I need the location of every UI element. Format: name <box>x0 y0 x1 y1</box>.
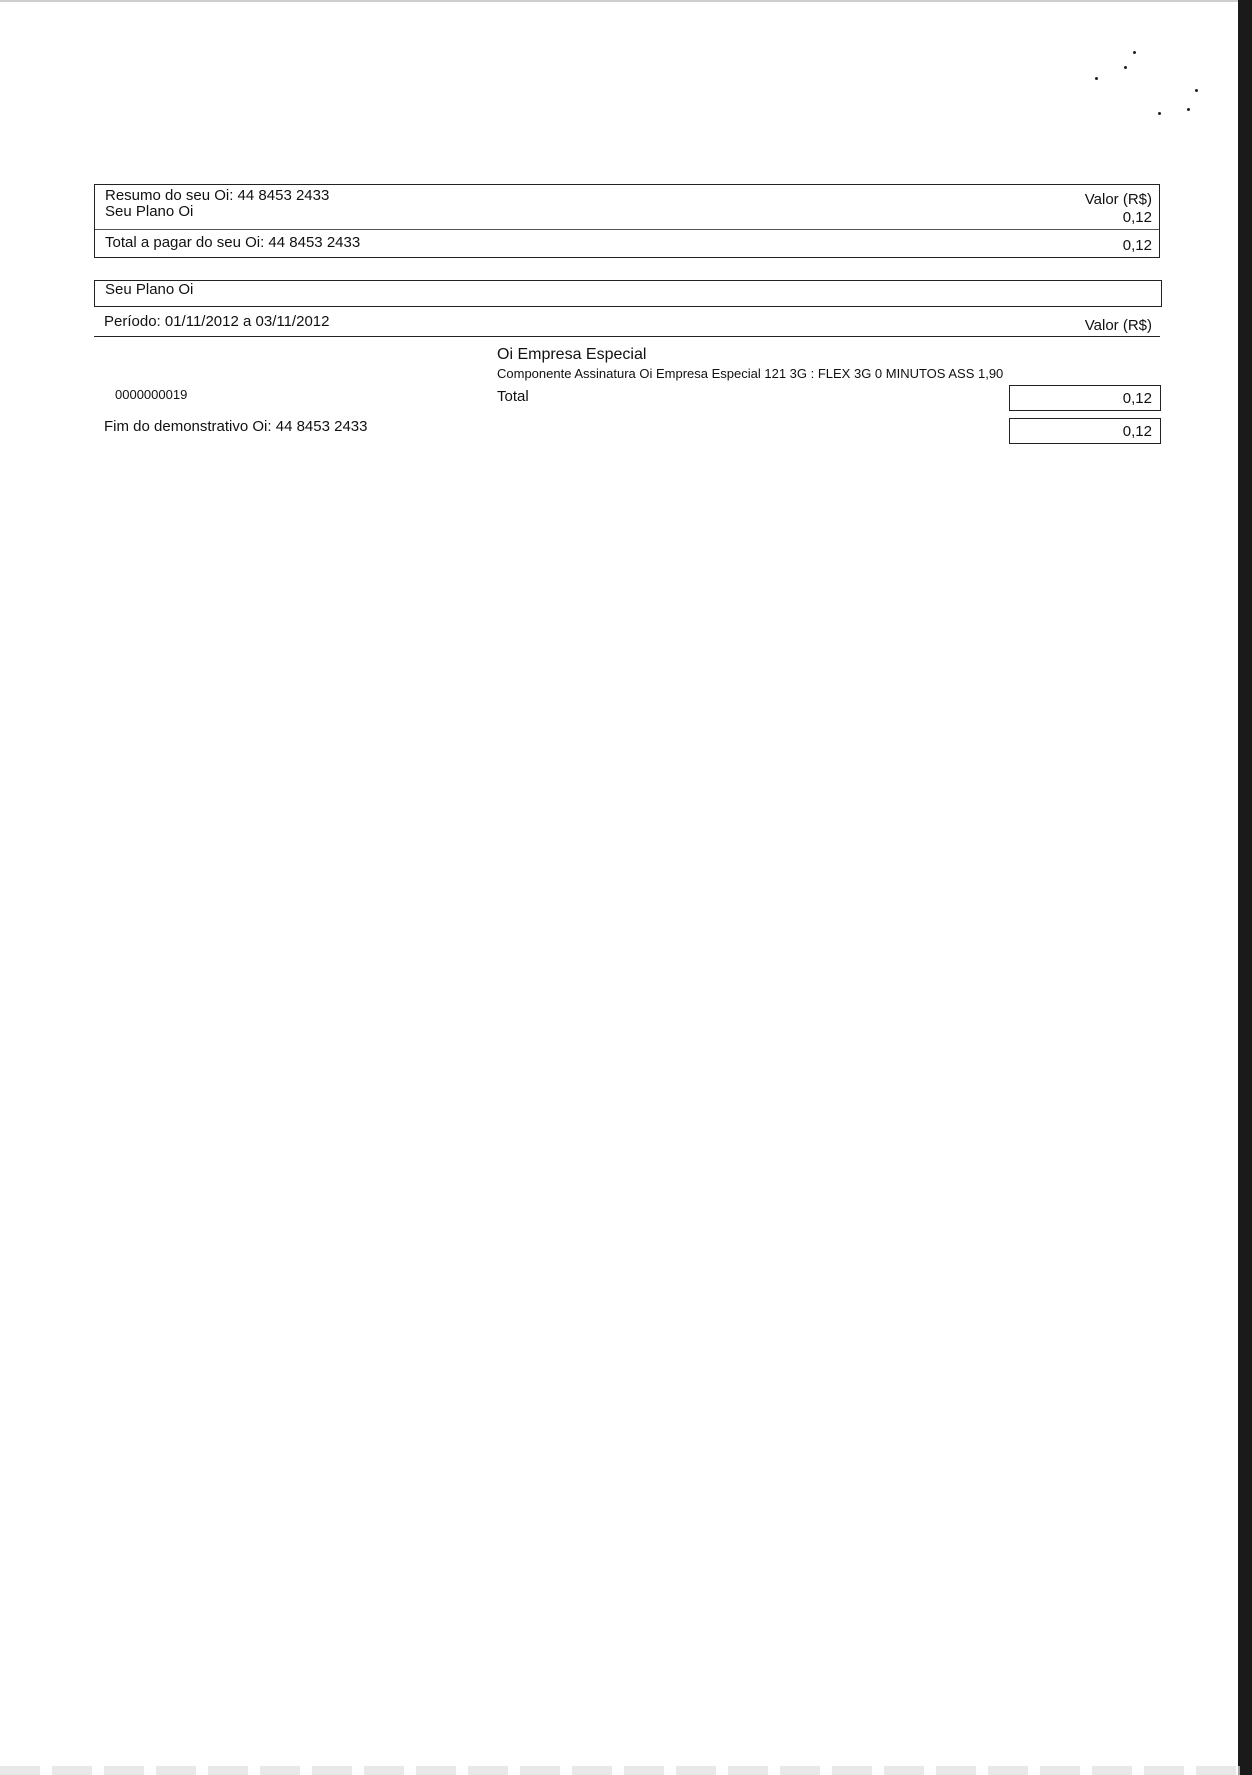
plan-period: Período: 01/11/2012 a 03/11/2012 <box>104 313 330 330</box>
scan-speck <box>1133 51 1136 54</box>
plan-total-value: 0,12 <box>1122 390 1152 407</box>
summary-title: Resumo do seu Oi: 44 8453 2433 <box>105 187 330 204</box>
plan-section-title: Seu Plano Oi <box>105 281 194 298</box>
product-component: Componente Assinatura Oi Empresa Especial 121 3G : FLEX 3G 0 MINUTOS ASS 1,90 <box>497 366 1004 381</box>
scan-speck <box>1187 108 1190 111</box>
end-total-value: 0,12 <box>1122 423 1152 440</box>
summary-value-header: Valor (R$) <box>1084 191 1152 208</box>
summary-plan-label: Seu Plano Oi <box>105 203 194 220</box>
plan-section-header-box <box>94 280 1162 307</box>
scan-speck <box>1095 77 1098 80</box>
page-top-edge <box>0 0 1252 2</box>
product-name: Oi Empresa Especial <box>497 346 647 363</box>
plan-total-label: Total <box>497 388 529 405</box>
plan-value-header: Valor (R$) <box>1084 317 1152 334</box>
summary-plan-value: 0,12 <box>1122 209 1152 226</box>
plan-code: 0000000019 <box>115 387 188 402</box>
end-total-box <box>1009 418 1161 444</box>
summary-divider <box>95 229 1159 230</box>
scan-border-bottom <box>0 1766 1240 1775</box>
scan-speck <box>1124 66 1127 69</box>
scan-speck <box>1158 112 1161 115</box>
scan-border-right <box>1238 0 1252 1775</box>
plan-total-box <box>1009 385 1161 411</box>
summary-total-value: 0,12 <box>1122 237 1152 254</box>
scan-speck <box>1195 89 1198 92</box>
summary-total-label: Total a pagar do seu Oi: 44 8453 2433 <box>105 234 361 251</box>
end-of-statement-label: Fim do demonstrativo Oi: 44 8453 2433 <box>104 418 368 435</box>
period-rule <box>94 336 1160 337</box>
